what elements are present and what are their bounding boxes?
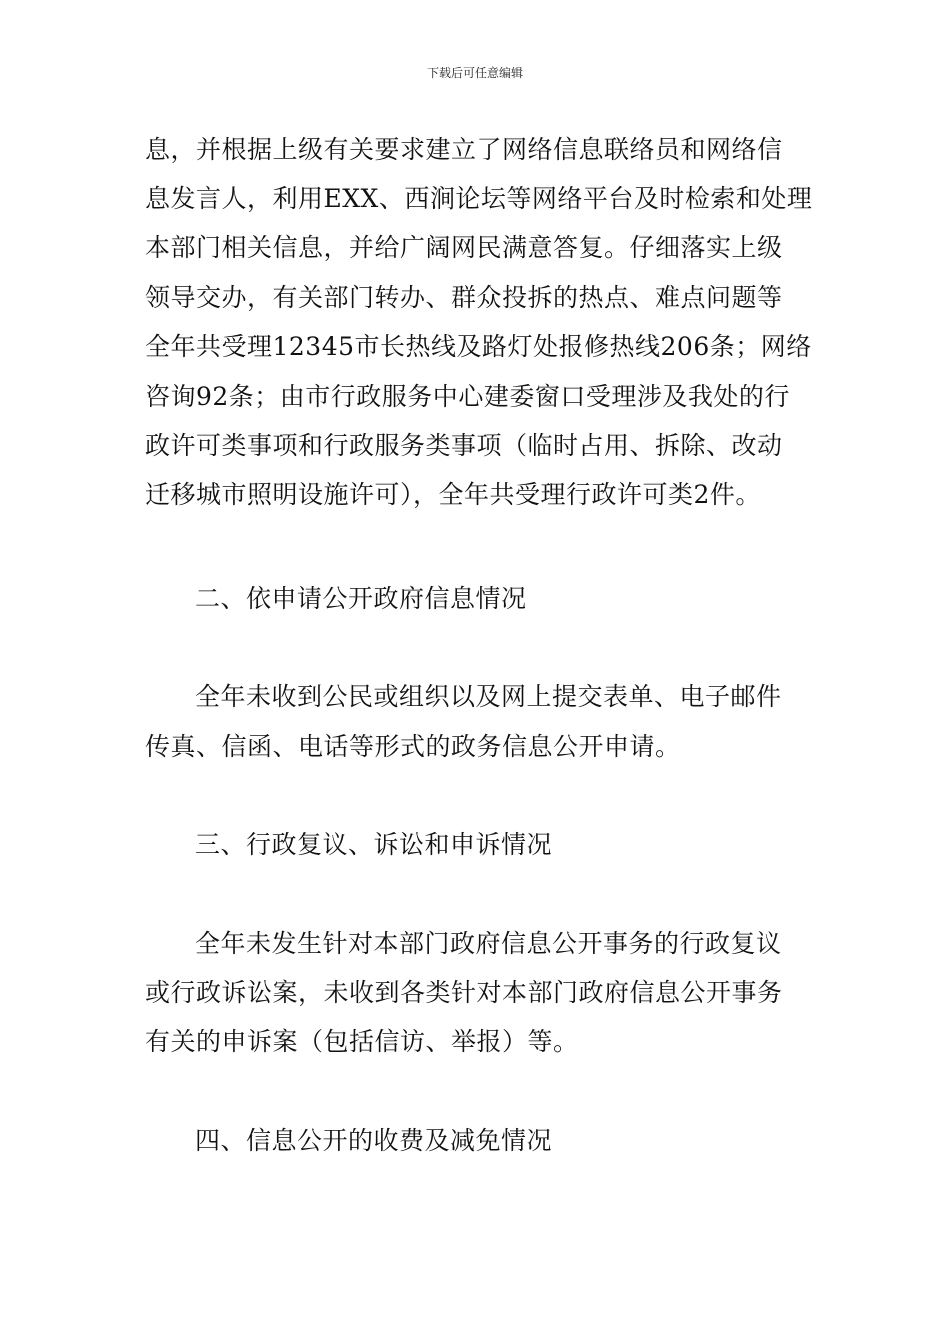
section-heading: 三、行政复议、诉讼和申诉情况 [195,830,553,859]
paragraph-line: 息，并根据上级有关要求建立了网络信息联络员和网络信 [145,135,783,164]
page-header: 下载后可任意编辑 [426,66,523,80]
paragraph-line: 全年未发生针对本部门政府信息公开事务的行政复议 [195,929,782,958]
paragraph-line: 领导交办，有关部门转办、群众投拆的热点、难点问题等 [145,283,783,312]
paragraph-line: 迁移城市照明设施许可），全年共受理行政许可类2件。 [145,480,761,509]
paragraph-line: 有关的申诉案（包括信访、举报）等。 [145,1027,579,1056]
paragraph-line: 传真、信函、电话等形式的政务信息公开申请。 [145,732,681,761]
paragraph-line: 咨询92条；由市行政服务中心建委窗口受理涉及我处的行 [145,382,790,411]
paragraph-line: 本部门相关信息，并给广阔网民满意答复。仔细落实上级 [145,233,783,262]
paragraph-line: 息发言人，利用EXX、西涧论坛等网络平台及时检索和处理 [145,184,813,213]
paragraph-line: 全年共受理12345市长热线及路灯处报修热线206条；网络 [145,332,812,361]
section-heading: 二、依申请公开政府信息情况 [195,584,527,613]
paragraph-line: 或行政诉讼案，未收到各类针对本部门政府信息公开事务 [145,978,783,1007]
paragraph-line: 政许可类事项和行政服务类事项（临时占用、拆除、改动 [145,431,783,460]
paragraph-line: 全年未收到公民或组织以及网上提交表单、电子邮件 [195,682,782,711]
section-heading: 四、信息公开的收费及减免情况 [195,1126,553,1155]
